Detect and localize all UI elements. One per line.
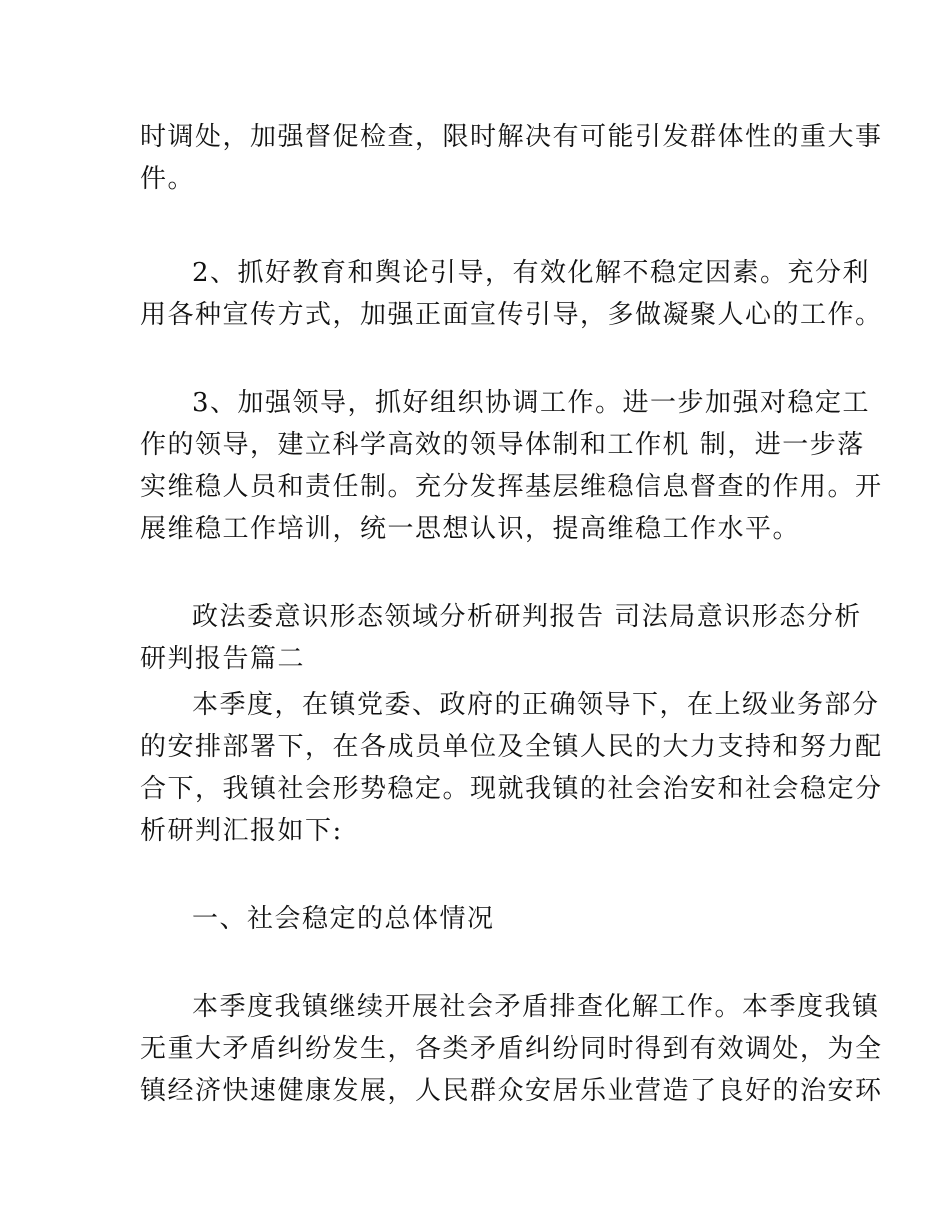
text-line: 时调处，加强督促检查，限时解决有可能引发群体性的重大事	[140, 122, 883, 152]
paragraph-item-2	[140, 252, 883, 336]
text-line: 的安排部署下，在各成员单位及全镇人民的大力支持和努力配	[140, 732, 883, 762]
text-line: 析研判汇报如下:	[140, 816, 343, 846]
text-line: 本季度我镇继续开展社会矛盾排查化解工作。本季度我镇	[192, 992, 880, 1022]
text-line: 实维稳人员和责任制。充分发挥基层维稳信息督查的作用。开	[140, 472, 883, 502]
text-line: 合下，我镇社会形势稳定。现就我镇的社会治安和社会稳定分	[140, 774, 883, 804]
text-line: 3、加强领导，抓好组织协调工作。进一步加强对稳定工	[192, 388, 871, 418]
text-line: 研判报告篇二	[140, 644, 306, 674]
text-line: 件。	[140, 164, 196, 194]
text-line: 一、社会稳定的总体情况	[192, 904, 495, 934]
text-line: 用各种宣传方式，加强正面宣传引导，多做凝聚人心的工作。	[140, 300, 883, 330]
text-line: 2、抓好教育和舆论引导，有效化解不稳定因素。充分利	[192, 258, 871, 288]
paragraph-item-3	[140, 382, 883, 550]
section-title	[140, 596, 862, 680]
text-line: 本季度，在镇党委、政府的正确领导下，在上级业务部分	[192, 690, 880, 720]
text-line: 展维稳工作培训，统一思想认识，提高维稳工作水平。	[140, 514, 801, 544]
text-line: 镇经济快速健康发展，人民群众安居乐业营造了良好的治安环	[140, 1076, 883, 1106]
paragraph-intro	[140, 684, 883, 852]
text-line: 无重大矛盾纠纷发生，各类矛盾纠纷同时得到有效调处，为全	[140, 1034, 883, 1064]
paragraph-continuation	[140, 116, 883, 200]
text-line: 政法委意识形态领域分析研判报告 司法局意识形态分析	[192, 602, 862, 632]
text-line: 作的领导，建立科学高效的领导体制和工作机 制，进一步落	[140, 430, 865, 460]
subheading	[140, 898, 820, 940]
paragraph-body	[140, 986, 883, 1112]
